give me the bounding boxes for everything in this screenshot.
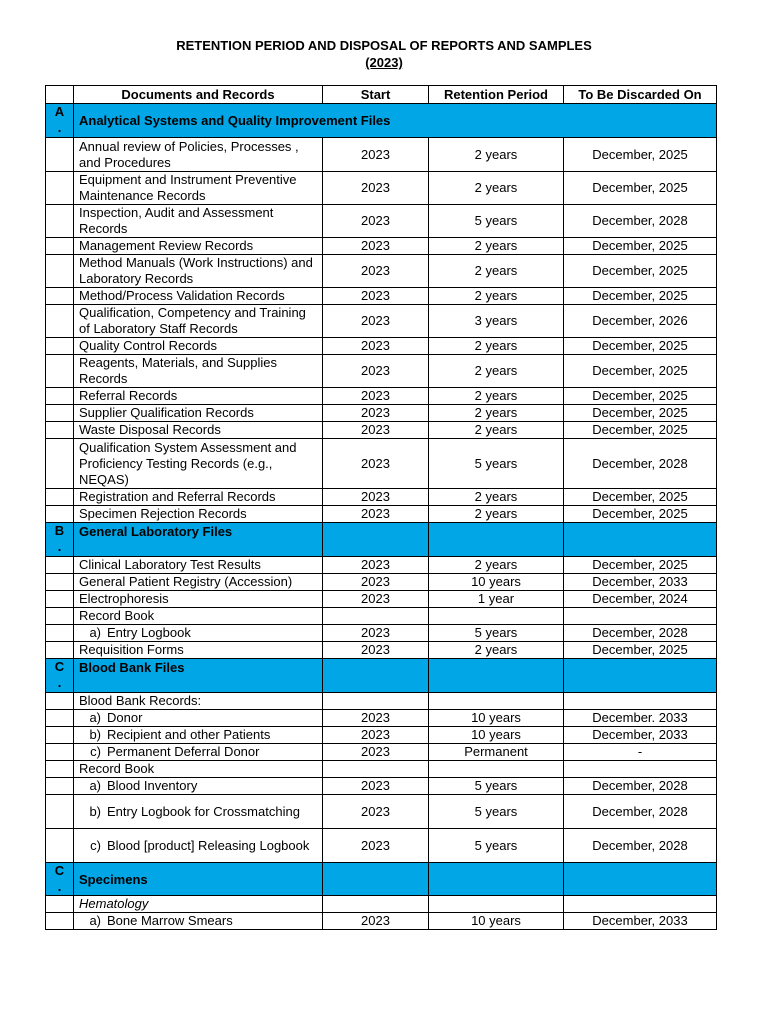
document-title: RETENTION PERIOD AND DISPOSAL OF REPORTS AND SAMPLES	[176, 38, 592, 53]
table-row	[46, 625, 717, 642]
doc-cell: Entry Logbook for Crossmatching	[107, 803, 300, 819]
table-row	[46, 205, 717, 238]
table-row	[46, 693, 717, 710]
doc-cell: Waste Disposal Records	[74, 422, 323, 439]
header-docs: Documents and Records	[74, 86, 323, 104]
doc-cell: Specimen Rejection Records	[74, 506, 323, 523]
period-cell: 2 years	[429, 288, 564, 305]
discard-cell: December, 2024	[564, 591, 717, 608]
table-row	[46, 489, 717, 506]
period-cell: 2 years	[429, 338, 564, 355]
start-cell: 2023	[323, 338, 429, 355]
doc-cell: Method/Process Validation Records	[74, 288, 323, 305]
period-cell: Permanent	[429, 744, 564, 761]
discard-cell: December, 2025	[564, 238, 717, 255]
start-cell: 2023	[323, 744, 429, 761]
discard-cell: December, 2033	[564, 574, 717, 591]
start-cell: 2023	[323, 557, 429, 574]
table-row	[46, 608, 717, 625]
item-marker: b)	[89, 727, 101, 742]
period-cell: 1 year	[429, 591, 564, 608]
discard-cell: December, 2028	[564, 625, 717, 642]
start-cell: 2023	[323, 710, 429, 727]
doc-cell: Donor	[107, 710, 143, 725]
discard-cell: December, 2025	[564, 642, 717, 659]
doc-cell: Bone Marrow Smears	[107, 913, 233, 928]
discard-cell: December, 2025	[564, 255, 717, 288]
doc-cell: Management Review Records	[74, 238, 323, 255]
table-row	[46, 795, 717, 829]
period-cell: 5 years	[429, 439, 564, 489]
section-letter: B .	[46, 523, 74, 557]
discard-cell: December. 2033	[564, 710, 717, 727]
document-year: (2023)	[365, 55, 403, 70]
table-row	[46, 338, 717, 355]
doc-cell: Equipment and Instrument Preventive Maintenance Records	[74, 172, 323, 205]
period-cell: 2 years	[429, 172, 564, 205]
table-row	[46, 591, 717, 608]
discard-cell: December, 2025	[564, 388, 717, 405]
period-cell: 10 years	[429, 710, 564, 727]
table-row	[46, 710, 717, 727]
doc-cell: Supplier Qualification Records	[74, 405, 323, 422]
section-letter: C .	[46, 863, 74, 896]
item-marker: a)	[89, 778, 101, 793]
discard-cell: December, 2028	[564, 439, 717, 489]
table-row	[46, 255, 717, 288]
period-cell: 3 years	[429, 305, 564, 338]
item-marker: a)	[89, 913, 101, 928]
discard-cell: December, 2028	[564, 205, 717, 238]
period-cell: 2 years	[429, 405, 564, 422]
start-cell: 2023	[323, 172, 429, 205]
doc-cell: Blood Bank Records:	[74, 693, 323, 710]
doc-cell: Qualification, Competency and Training of Laboratory Staff Records	[74, 305, 323, 338]
start-cell: 2023	[323, 238, 429, 255]
table-row	[46, 727, 717, 744]
header-letter	[46, 86, 74, 104]
table-row	[46, 896, 717, 913]
discard-cell: December, 2028	[564, 795, 717, 829]
discard-cell: December, 2025	[564, 506, 717, 523]
doc-cell: Blood Inventory	[107, 778, 198, 793]
table-row	[46, 506, 717, 523]
section-letter: C .	[46, 659, 74, 693]
item-marker: c)	[90, 837, 101, 853]
header-row	[46, 86, 717, 104]
doc-cell: Record Book	[74, 608, 323, 625]
discard-cell: December, 2025	[564, 288, 717, 305]
period-cell: 5 years	[429, 778, 564, 795]
doc-cell: Registration and Referral Records	[74, 489, 323, 506]
table-row	[46, 305, 717, 338]
discard-cell: December, 2025	[564, 338, 717, 355]
table-row	[46, 288, 717, 305]
item-marker: a)	[89, 625, 101, 640]
discard-cell: -	[564, 744, 717, 761]
doc-cell: Requisition Forms	[74, 642, 323, 659]
period-cell: 2 years	[429, 642, 564, 659]
section-header-a	[46, 104, 717, 138]
start-cell: 2023	[323, 205, 429, 238]
start-cell: 2023	[323, 829, 429, 863]
discard-cell: December, 2033	[564, 913, 717, 930]
section-title: Specimens	[74, 863, 323, 896]
section-header-b	[46, 523, 717, 557]
discard-cell: December, 2028	[564, 778, 717, 795]
start-cell: 2023	[323, 439, 429, 489]
period-cell: 2 years	[429, 422, 564, 439]
table-row	[46, 388, 717, 405]
doc-cell: Quality Control Records	[74, 338, 323, 355]
start-cell: 2023	[323, 642, 429, 659]
period-cell: 2 years	[429, 557, 564, 574]
discard-cell: December, 2028	[564, 829, 717, 863]
period-cell: 5 years	[429, 829, 564, 863]
table-row	[46, 557, 717, 574]
section-header-specimens	[46, 863, 717, 896]
item-marker: b)	[89, 803, 101, 819]
doc-cell: Record Book	[74, 761, 323, 778]
doc-cell: Qualification System Assessment and Proficiency Testing Records (e.g., NEQAS)	[74, 439, 323, 489]
period-cell: 2 years	[429, 388, 564, 405]
start-cell: 2023	[323, 913, 429, 930]
start-cell: 2023	[323, 138, 429, 172]
discard-cell: December, 2033	[564, 727, 717, 744]
start-cell: 2023	[323, 422, 429, 439]
table-row	[46, 439, 717, 489]
start-cell: 2023	[323, 778, 429, 795]
start-cell: 2023	[323, 288, 429, 305]
table-row	[46, 744, 717, 761]
discard-cell: December, 2025	[564, 405, 717, 422]
doc-cell: Clinical Laboratory Test Results	[74, 557, 323, 574]
table-row	[46, 829, 717, 863]
header-discard: To Be Discarded On	[564, 86, 717, 104]
discard-cell: December, 2025	[564, 422, 717, 439]
discard-cell: December, 2025	[564, 557, 717, 574]
start-cell: 2023	[323, 355, 429, 388]
doc-cell: Blood [product] Releasing Logbook	[107, 837, 310, 853]
doc-cell: General Patient Registry (Accession)	[74, 574, 323, 591]
start-cell: 2023	[323, 305, 429, 338]
period-cell: 10 years	[429, 727, 564, 744]
section-title: General Laboratory Files	[74, 523, 323, 557]
start-cell: 2023	[323, 506, 429, 523]
table-row	[46, 642, 717, 659]
table-row	[46, 574, 717, 591]
table-row	[46, 355, 717, 388]
doc-cell: Recipient and other Patients	[107, 727, 271, 742]
discard-cell: December, 2025	[564, 489, 717, 506]
header-period: Retention Period	[429, 86, 564, 104]
section-title: Blood Bank Files	[74, 659, 323, 693]
doc-cell: Inspection, Audit and Assessment Records	[74, 205, 323, 238]
start-cell: 2023	[323, 489, 429, 506]
start-cell: 2023	[323, 574, 429, 591]
discard-cell: December, 2025	[564, 172, 717, 205]
doc-cell: Reagents, Materials, and Supplies Records	[74, 355, 323, 388]
period-cell: 10 years	[429, 913, 564, 930]
section-title: Analytical Systems and Quality Improvement Files	[74, 104, 717, 138]
table-row	[46, 138, 717, 172]
table-row	[46, 238, 717, 255]
period-cell: 2 years	[429, 138, 564, 172]
start-cell: 2023	[323, 591, 429, 608]
start-cell: 2023	[323, 405, 429, 422]
period-cell: 2 years	[429, 489, 564, 506]
discard-cell: December, 2026	[564, 305, 717, 338]
start-cell: 2023	[323, 388, 429, 405]
period-cell: 5 years	[429, 205, 564, 238]
period-cell: 2 years	[429, 238, 564, 255]
discard-cell: December, 2025	[564, 355, 717, 388]
table-row	[46, 761, 717, 778]
doc-cell: Method Manuals (Work Instructions) and Laboratory Records	[74, 255, 323, 288]
discard-cell: December, 2025	[564, 138, 717, 172]
header-start: Start	[323, 86, 429, 104]
start-cell: 2023	[323, 625, 429, 642]
doc-cell: Entry Logbook	[107, 625, 191, 640]
period-cell: 2 years	[429, 355, 564, 388]
section-letter: A .	[46, 104, 74, 138]
start-cell: 2023	[323, 727, 429, 744]
period-cell: 10 years	[429, 574, 564, 591]
table-row	[46, 405, 717, 422]
period-cell: 5 years	[429, 795, 564, 829]
table-row	[46, 172, 717, 205]
doc-cell: Hematology	[74, 896, 323, 913]
period-cell: 2 years	[429, 506, 564, 523]
period-cell: 5 years	[429, 625, 564, 642]
doc-cell: Permanent Deferral Donor	[107, 744, 260, 759]
start-cell: 2023	[323, 255, 429, 288]
doc-cell: Referral Records	[74, 388, 323, 405]
section-header-c	[46, 659, 717, 693]
item-marker: a)	[89, 710, 101, 725]
retention-table	[45, 85, 717, 930]
item-marker: c)	[90, 744, 101, 759]
table-row	[46, 913, 717, 930]
period-cell: 2 years	[429, 255, 564, 288]
start-cell: 2023	[323, 795, 429, 829]
doc-cell: Electrophoresis	[74, 591, 323, 608]
table-row	[46, 778, 717, 795]
table-row	[46, 422, 717, 439]
doc-cell: Annual review of Policies, Processes , and Procedures	[74, 138, 323, 172]
